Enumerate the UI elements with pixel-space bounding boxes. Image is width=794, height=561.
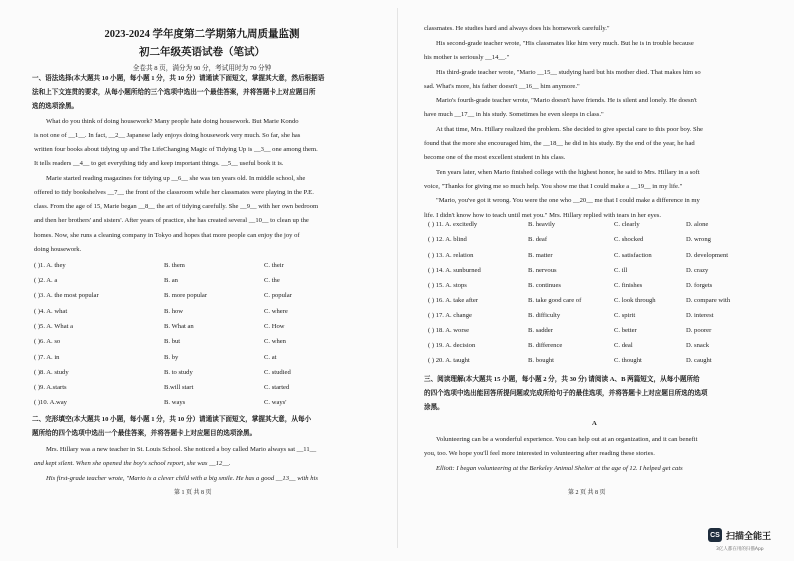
option-b: B.will start (164, 384, 194, 391)
passage2-line: Mario's fourth-grade teacher wrote, "Mario doesn't have friends. He is silent and lonely. He doesn't (436, 97, 697, 104)
passage1-line: What do you think of doing housework? Many people hate doing housework. But Marie Kondo (46, 118, 299, 125)
option-c: C. ill (614, 267, 628, 274)
option-b: B. continues (528, 282, 561, 289)
passage2-line: become one of the most excellent student in his class. (424, 154, 566, 161)
question-stem: ( ) 18. A. worse (428, 327, 470, 334)
passage2-line: voice, "Thanks for giving me so much help. You show me that I could make a __19__ in my life." (424, 183, 683, 190)
question-stem: ( )1. A. they (34, 262, 66, 269)
option-c: C. thought (614, 357, 642, 364)
option-c: C. their (264, 262, 284, 269)
question-stem: ( ) 14. A. sunburned (428, 267, 481, 274)
option-b: B. deaf (528, 236, 548, 243)
option-d: D. crazy (686, 267, 709, 274)
option-b: B. difficulty (528, 312, 561, 319)
passage2-line: His third-grade teacher wrote, "Mario __15__ studying hard but his mother died. That makes him so (436, 69, 701, 76)
passage1-line: homes. Now, she runs a cleaning company in Tokyo and hopes that more people can enjoy the joy of (34, 232, 300, 239)
scanner-tagline: 3亿人都在用的扫描App (716, 547, 764, 552)
passage2-line: and kept silent. When she opened the boy's school report, she was __12__. (34, 460, 231, 467)
page-footer: 第 2 页 共 8 页 (568, 490, 606, 496)
page-divider (397, 8, 398, 548)
option-d: D. development (686, 252, 729, 259)
question-stem: ( ) 20. A. taught (428, 357, 470, 364)
question-stem: ( ) 13. A. relation (428, 252, 474, 259)
option-c: C. when (264, 338, 286, 345)
option-b: B. how (164, 308, 184, 315)
section3-instruction-line: 的四个选项中选出能回答所提问题或完成所给句子的最佳选项，并将答题卡上对应题目所选的选项 (424, 390, 708, 397)
passage2-line: Ten years later, when Mario finished college with the highest honor, he said to Mrs. Hillary in a soft (436, 169, 700, 176)
option-c: C. ways' (264, 399, 287, 406)
section3-instruction-line: 三、阅读理解(本大题共 15 小题，每小题 2 分，共 30 分) 请阅读 A、B 两篇短文，从每小题所给 (424, 376, 700, 383)
question-stem: ( )7. A. in (34, 354, 60, 361)
page-1 (14, 0, 390, 561)
option-c: C. deal (614, 342, 633, 349)
passage1-line: is not one of __1__. In fact, __2__ Japanese lady enjoys doing housework very much. So far, she has (34, 132, 301, 139)
option-c: C. clearly (614, 221, 640, 228)
option-b: B. heavily (528, 221, 556, 228)
question-stem: ( ) 16. A. take after (428, 297, 478, 304)
option-c: C. studied (264, 369, 291, 376)
option-b: B. difference (528, 342, 563, 349)
question-stem: ( )4. A. what (34, 308, 68, 315)
question-stem: ( )3. A. the most popular (34, 292, 99, 299)
option-b: B. ways (164, 399, 186, 406)
option-b: B. to study (164, 369, 193, 376)
passage-a-line: Elliott: I began volunteering at the Berkeley Animal Shelter at the age of 12. I helped get cats (436, 465, 683, 472)
passage2-line: "Mario, you've got it wrong. You were the one who __20__ me that I could make a difference in my (436, 197, 700, 204)
question-stem: ( ) 17. A. change (428, 312, 472, 319)
option-d: D. caught (686, 357, 712, 364)
section2-instruction-line: 题所给的四个选项中选出一个最佳答案，并将答题卡上对应题目的选项涂黑。 (32, 430, 257, 437)
option-c: C. satisfaction (614, 252, 652, 259)
question-stem: ( ) 12. A. blind (428, 236, 467, 243)
cs-scanner-icon: CS (708, 528, 722, 542)
passage1-line: offered to tidy bookshelves __7__ the front of the classroom while her classmates were playing in the P.E. (34, 189, 314, 196)
option-c: C. popular (264, 292, 292, 299)
option-c: C. shocked (614, 236, 644, 243)
passage1-line: written four books about tidying up and The LifeChanging Magic of Tidying Up is __3__ one among them. (34, 146, 318, 153)
passage1-line: and then her brothers' and sisters'. After years of practice, she has created several __10__ to clean up the (34, 217, 309, 224)
passage1-line: doing housework. (34, 246, 82, 253)
option-b: B. nervous (528, 267, 557, 274)
question-stem: ( )5. A. What a (34, 323, 74, 330)
passage-a-label: A (592, 420, 597, 427)
question-stem: ( ) 11. A. excitedly (428, 221, 478, 228)
section3-instruction-line: 涂黑。 (424, 404, 444, 411)
section1-instruction-line: 法和上下文连贯的要求，从每小题所给的三个选项中选出一个最佳答案，并将答题卡上对应题目所 (32, 89, 316, 96)
exam-subtitle: 初二年级英语试卷（笔试） (139, 47, 265, 58)
option-d: D. wrong (686, 236, 711, 243)
option-c: C. at (264, 354, 277, 361)
passage2-line: His second-grade teacher wrote, "His classmates like him very much. But he is in trouble because (436, 40, 694, 47)
section1-instruction-line: 一、语法选择(本大题共 10 小题，每小题 1 分，共 10 分）请通读下面短文，掌握其大意，然后根据语 (32, 75, 325, 82)
passage-a-line: Volunteering can be a wonderful experience. You can help out at an organization, and it can benefit (436, 436, 698, 443)
passage1-line: Marie started reading magazines for tidying up __6__ she was ten years old. In middle school, she (46, 175, 306, 182)
exam-info: 全卷共 8 页，满分为 90 分，考试用时为 70 分钟 (132, 65, 272, 72)
passage1-line: class. From the age of 15, Marie began __8__ the art of tidying carefully. She __9__ with her own bedroom (34, 203, 319, 210)
question-stem: ( ) 15. A. stops (428, 282, 467, 289)
option-b: B. more popular (164, 292, 208, 299)
option-b: B. but (164, 338, 181, 345)
option-c: C. spirit (614, 312, 636, 319)
option-c: C. started (264, 384, 290, 391)
passage2-line: life. I didn't know how to teach until met you." Mrs. Hillary replied with tears in her eyes. (424, 212, 661, 219)
option-c: C. the (264, 277, 280, 284)
option-d: D. snack (686, 342, 710, 349)
question-stem: ( )6. A. so (34, 338, 61, 345)
option-c: C. How (264, 323, 285, 330)
scanner-app-name: 扫描全能王 (726, 531, 772, 542)
passage2-line: His first-grade teacher wrote, "Mario is a clever child with a big smile. He has a good __13__ with his (46, 475, 318, 482)
option-d: D. alone (686, 221, 709, 228)
passage2-line: Mrs. Hillary was a new teacher in St. Louis School. She noticed a boy called Mario always sat __11__ (46, 446, 317, 453)
option-b: B. take good care of (528, 297, 582, 304)
passage2-line: sad. What's more, his father doesn't __16__ him anymore." (424, 83, 580, 90)
option-c: C. better (614, 327, 637, 334)
option-c: C. finishes (614, 282, 643, 289)
page-2 (410, 0, 786, 561)
section2-instruction-line: 二、完形填空(本大题共 10 小题，每小题 1 分，共 10 分）请通读下面短文，掌握其大意，从每小 (32, 416, 312, 423)
option-c: C. where (264, 308, 288, 315)
option-d: D. interest (686, 312, 714, 319)
passage2-line: At that time, Mrs. Hillary realized the problem. She decided to give special care to this poor boy. She (436, 126, 703, 133)
section1-instruction-line: 选的选项涂黑。 (32, 103, 79, 110)
option-d: D. compare with (686, 297, 731, 304)
option-d: D. forgets (686, 282, 713, 289)
question-stem: ( )8. A. study (34, 369, 69, 376)
passage2-line: have much __17__ in his study. Sometimes he even sleeps in class." (424, 111, 604, 118)
question-stem: ( )9. A.starts (34, 384, 67, 391)
option-b: B. an (164, 277, 178, 284)
question-stem: ( ) 19. A. decision (428, 342, 476, 349)
passage2-line: found that the more she encouraged him, the __18__ he did in his study. By the end of the year, he had (424, 140, 695, 147)
passage2-line: his mother is seriously __14__." (424, 54, 510, 61)
question-stem: ( )2. A. a (34, 277, 58, 284)
option-b: B. them (164, 262, 185, 269)
passage-a-line: you, too. We hope you'll feel more interested in volunteering after reading these stories. (424, 450, 655, 457)
option-b: B. by (164, 354, 179, 361)
page-footer: 第 1 页 共 8 页 (174, 490, 212, 496)
option-b: B. matter (528, 252, 553, 259)
option-b: B. sadder (528, 327, 553, 334)
question-stem: ( )10. A.way (34, 399, 67, 406)
passage2-line: classmates. He studies hard and always does his homework carefully." (424, 25, 610, 32)
option-d: D. poorer (686, 327, 712, 334)
scanner-logo (708, 528, 771, 542)
option-c: C. look through (614, 297, 656, 304)
option-b: B. bought (528, 357, 555, 364)
passage1-line: It tells readers __4__ to get everything tidy and keep important things. __5__ useful book it is. (34, 160, 284, 167)
option-b: B. What an (164, 323, 194, 330)
exam-title: 2023-2024 学年度第二学期第九周质量监测 (104, 29, 300, 40)
